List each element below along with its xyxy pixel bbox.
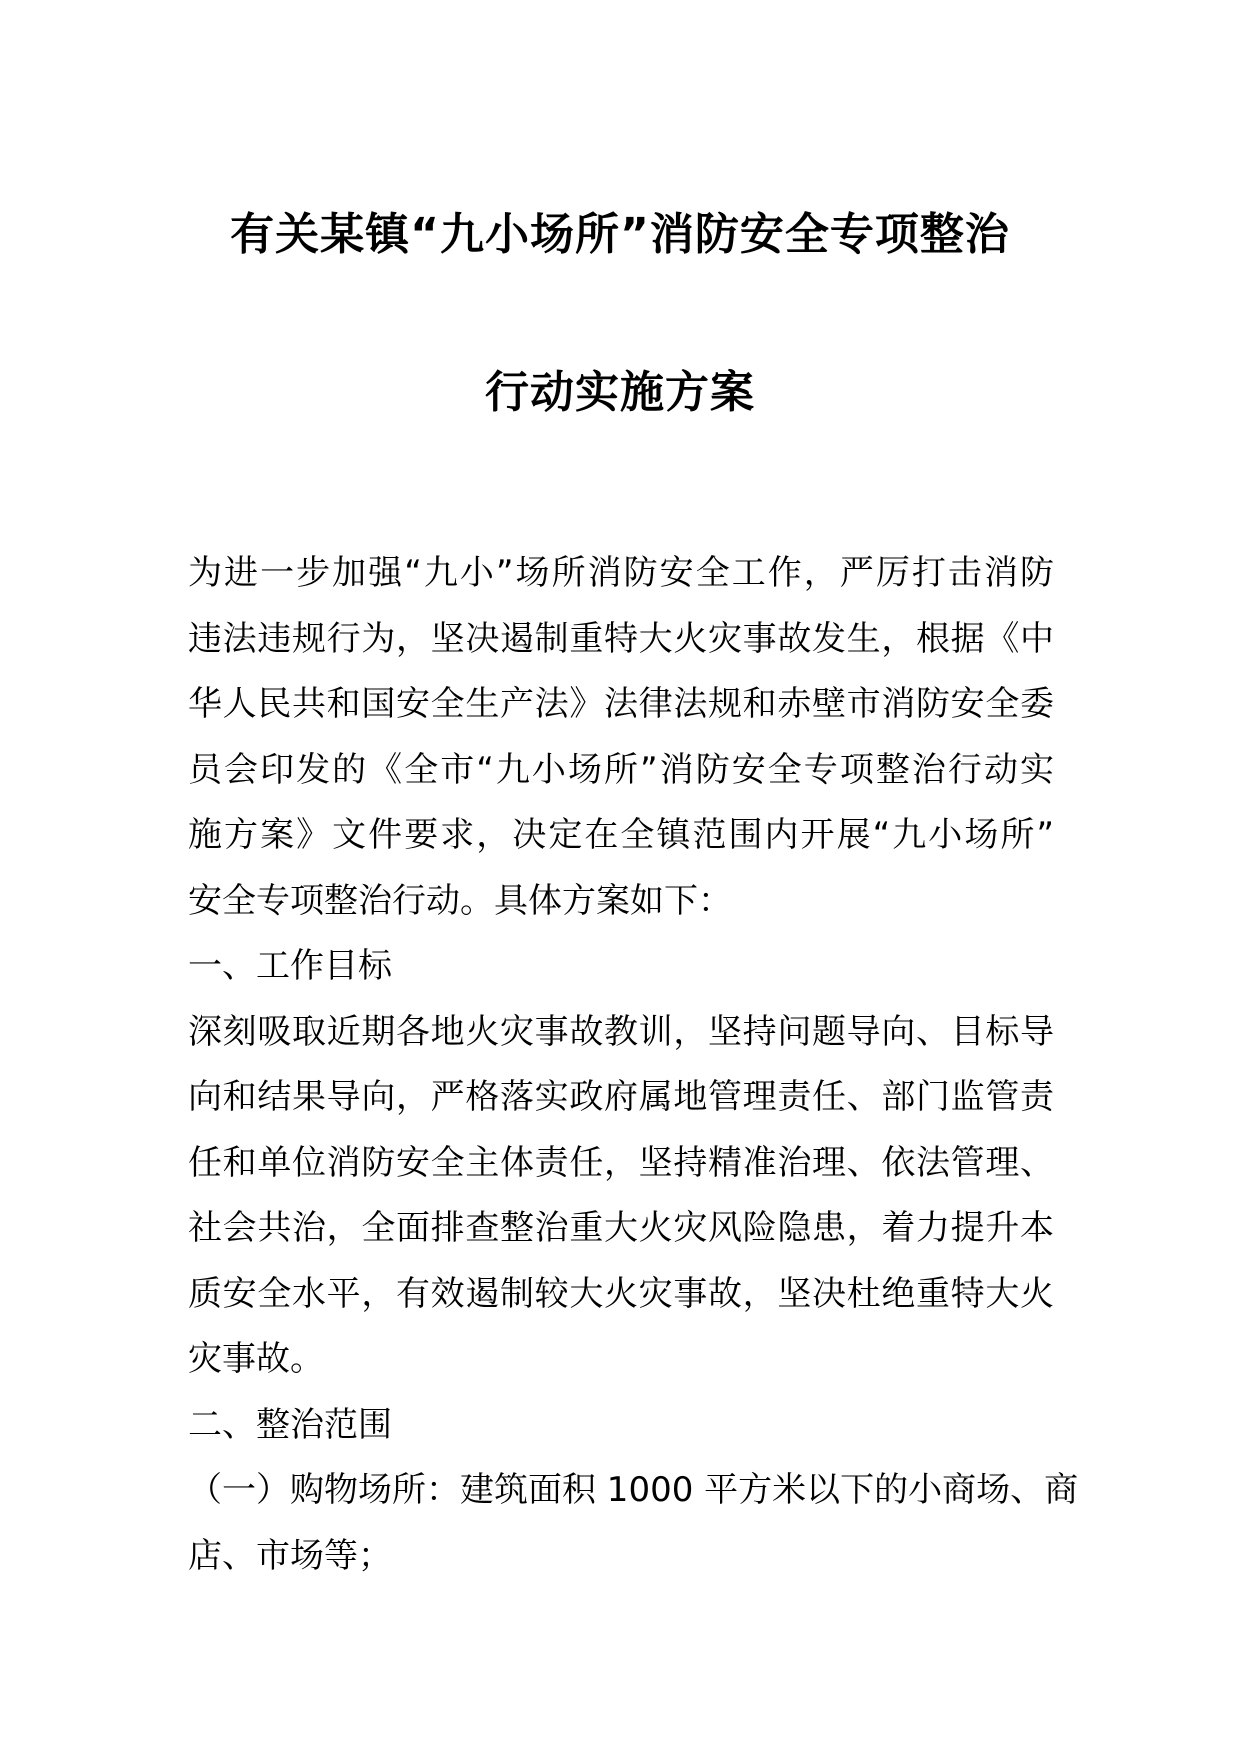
section-heading: 二、整治范围 xyxy=(188,1404,392,1445)
body-line: 违法违规行为，坚决遏制重特大火灾事故发生，根据《中 xyxy=(188,618,1054,659)
section-heading: 一、工作目标 xyxy=(188,946,392,986)
body-line: （一）购物场所：建筑面积 1000 平方米以下的小商场、商 xyxy=(188,1470,1079,1510)
body-line: 店、市场等； xyxy=(188,1535,392,1576)
body-line: 社会共治，全面排查整治重大火灾风险隐患，着力提升本 xyxy=(188,1208,1054,1248)
body-line: 安全专项整治行动。具体方案如下： xyxy=(188,880,732,921)
document-body xyxy=(188,541,1079,1589)
document-title-line-2: 行动实施方案 xyxy=(485,367,755,418)
body-line: 向和结果导向，严格落实政府属地管理责任、部门监管责 xyxy=(188,1077,1054,1117)
body-line: 任和单位消防安全主体责任，坚持精准治理、依法管理、 xyxy=(188,1142,1054,1183)
body-line: 施方案》文件要求，决定在全镇范围内开展“九小场所” xyxy=(188,815,1054,855)
body-line: 华人民共和国安全生产法》法律法规和赤壁市消防安全委 xyxy=(188,684,1054,724)
body-line: 灾事故。 xyxy=(188,1339,324,1379)
document-title-line-1: 有关某镇“九小场所”消防安全专项整治 xyxy=(230,209,1010,260)
body-line: 质安全水平，有效遏制较大火灾事故，坚决杜绝重特大火 xyxy=(188,1273,1054,1314)
body-line: 深刻吸取近期各地火灾事故教训，坚持问题导向、目标导 xyxy=(188,1011,1054,1052)
body-line: 为进一步加强“九小”场所消防安全工作，严厉打击消防 xyxy=(188,553,1054,593)
body-line: 员会印发的《全市“九小场所”消防安全专项整治行动实 xyxy=(188,749,1054,790)
